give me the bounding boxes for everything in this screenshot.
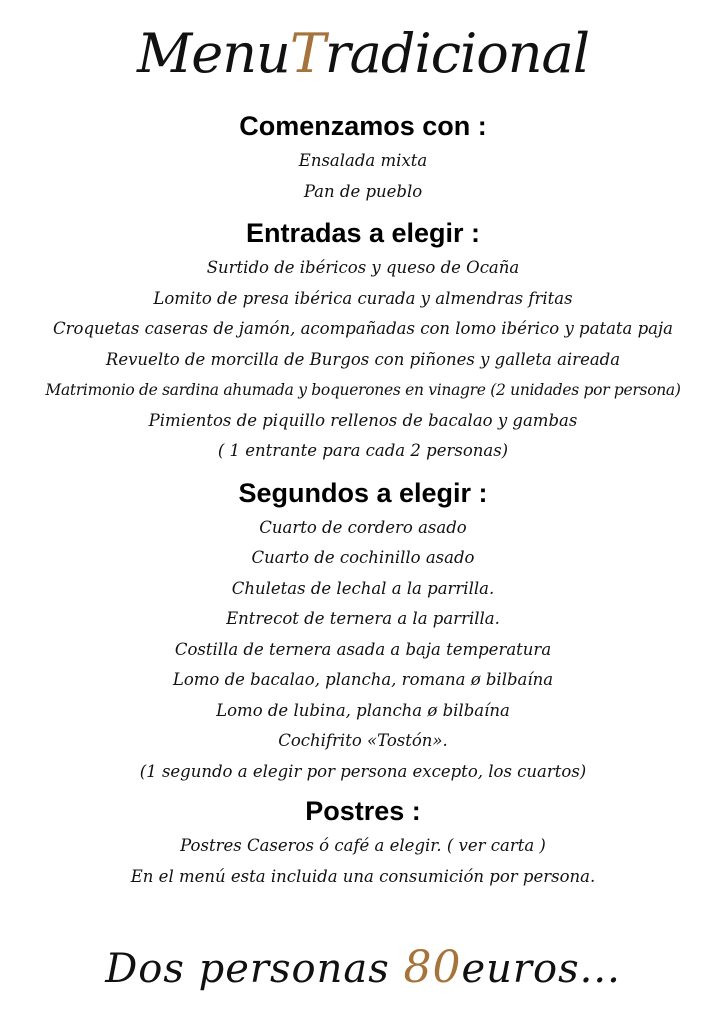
section-items — [0, 831, 726, 892]
section-items — [0, 513, 726, 788]
price-suffix: euros... — [461, 946, 621, 992]
menu-item-note: ( 1 entrante para cada 2 personas) — [217, 441, 509, 460]
section-heading: Entradas a elegir : — [245, 218, 481, 248]
section-comenzamos — [0, 106, 726, 207]
price-footer — [0, 938, 726, 998]
section-heading: Comenzamos con : — [239, 111, 487, 141]
section-heading: Segundos a elegir : — [238, 477, 488, 508]
menu-title-part1: Menu — [137, 22, 290, 85]
section-postres — [0, 791, 726, 892]
menu-item: Surtido de ibéricos y queso de Ocaña — [206, 258, 520, 277]
menu-item: Pan de pueblo — [303, 181, 423, 201]
menu-item: Chuletas de lechal a la parrilla. — [231, 578, 495, 598]
menu-item: En el menú esta incluida una consumición por persona. — [130, 866, 596, 886]
menu-title — [0, 2, 726, 106]
menu-item: Costilla de ternera asada a baja temperatura — [174, 639, 552, 659]
menu-title-part2: radicional — [324, 22, 589, 85]
menu-item: Matrimonio de sardina ahumada y boquerones en vinagre (2 unidades por persona) — [45, 381, 681, 399]
menu-item: Cuarto de cochinillo asado — [251, 548, 475, 567]
menu-item: Lomo de lubina, plancha ø bilbaína — [216, 700, 510, 720]
menu-item: Croquetas caseras de jamón, acompañadas con lomo ibérico y patata paja — [53, 319, 673, 338]
menu-item: Lomito de presa ibérica curada y almendras fritas — [153, 288, 573, 308]
menu-item: Cochifrito «Tostón». — [278, 731, 448, 750]
menu-item: Revuelto de morcilla de Burgos con piñones y galleta aireada — [105, 349, 621, 369]
menu-item: Ensalada mixta — [298, 151, 428, 170]
price-amount: 80 — [403, 942, 462, 993]
menu-title-accent-letter: T — [289, 22, 325, 85]
menu-item: Pimientos de piquillo rellenos de bacalao y gambas — [148, 410, 578, 430]
section-entradas — [0, 213, 726, 467]
section-segundos — [0, 473, 726, 788]
menu-item: Cuarto de cordero asado — [259, 517, 467, 537]
price-prefix: Dos personas — [105, 946, 404, 992]
menu-item: Entrecot de ternera a la parrilla. — [226, 609, 500, 628]
section-items — [0, 146, 726, 207]
menu-item: Lomo de bacalao, plancha, romana ø bilbaína — [172, 670, 554, 689]
menu-item: Postres Caseros ó café a elegir. ( ver carta ) — [180, 836, 546, 855]
section-heading: Postres : — [305, 796, 421, 826]
section-items — [0, 253, 726, 467]
menu-item-note: (1 segundo a elegir por persona excepto, los cuartos) — [139, 761, 587, 781]
